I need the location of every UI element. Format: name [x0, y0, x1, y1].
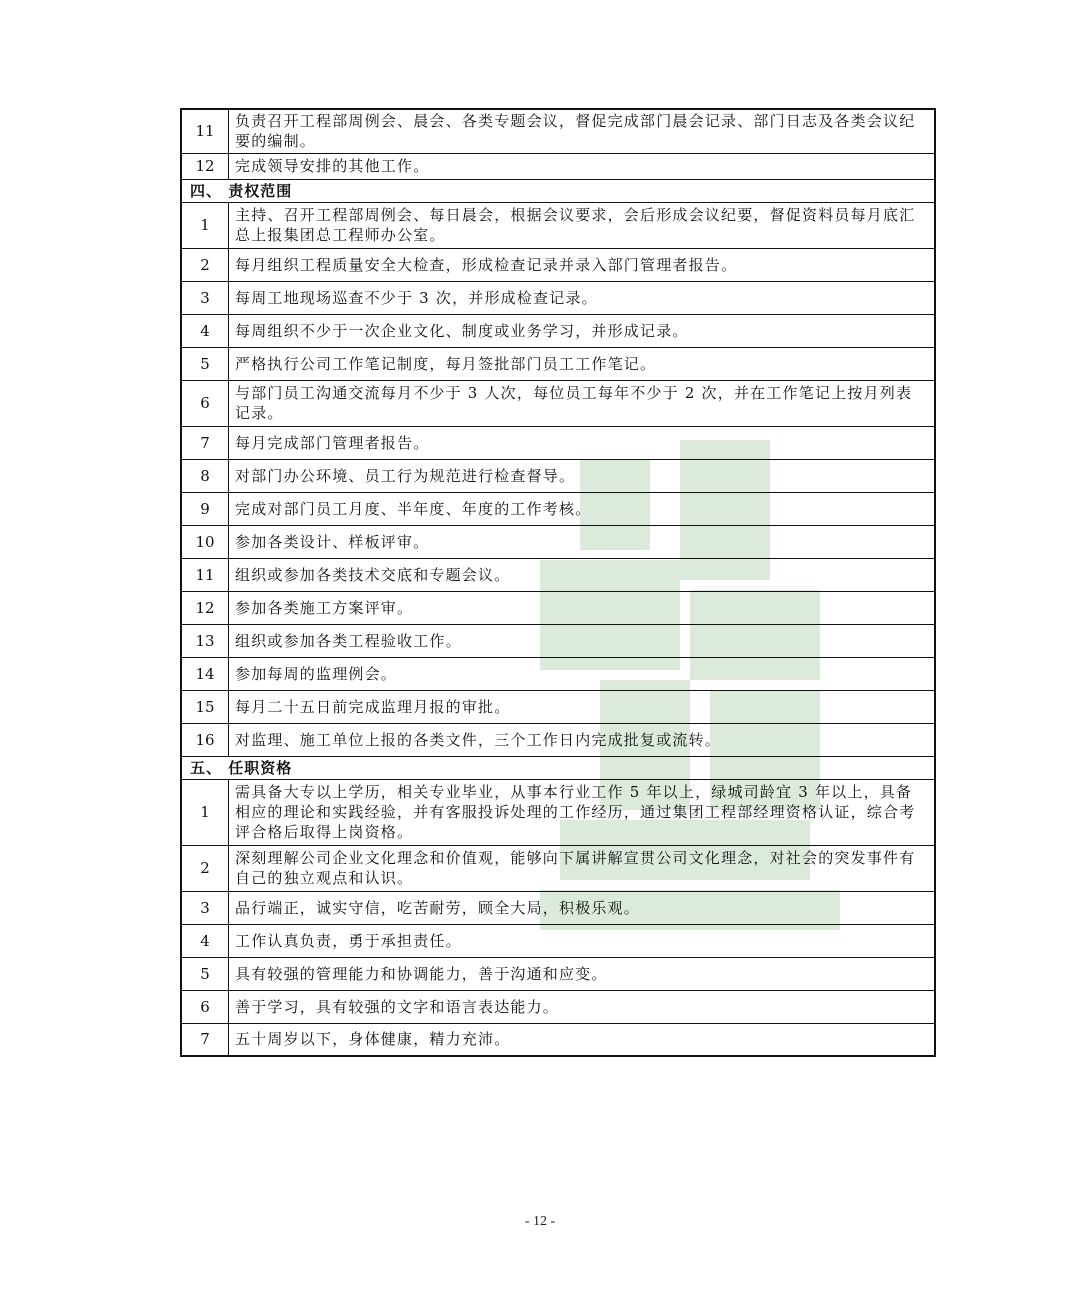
row-text: 五十周岁以下，身体健康，精力充沛。	[229, 1023, 936, 1056]
row-number: 16	[181, 723, 229, 756]
row-number: 6	[181, 380, 229, 426]
row-number: 12	[181, 591, 229, 624]
row-number: 15	[181, 690, 229, 723]
row-number: 1	[181, 202, 229, 248]
table-row	[181, 153, 935, 179]
row-text: 每月组织工程质量安全大检查，形成检查记录并录入部门管理者报告。	[229, 248, 936, 281]
row-number: 5	[181, 347, 229, 380]
table-row	[181, 1023, 935, 1056]
row-text: 参加各类施工方案评审。	[229, 591, 936, 624]
row-text: 每月完成部门管理者报告。	[229, 426, 936, 459]
row-number: 7	[181, 426, 229, 459]
section-heading-responsibilities	[181, 179, 935, 202]
row-text: 需具备大专以上学历，相关专业毕业，从事本行业工作 5 年以上，绿城司龄宜 3 年以上，具备相应的理论和实践经验，并有客服投诉处理的工作经历，通过集团工程部经理资格认证，综合考评合格后取得上岗资格。	[229, 779, 936, 845]
table-row	[181, 459, 935, 492]
row-text: 组织或参加各类工程验收工作。	[229, 624, 936, 657]
section-title: 四、 责权范围	[181, 179, 935, 202]
page-number: - 12 -	[524, 1214, 556, 1229]
row-number: 8	[181, 459, 229, 492]
table-row	[181, 380, 935, 426]
row-text: 对部门办公环境、员工行为规范进行检查督导。	[229, 459, 936, 492]
table-row	[181, 845, 935, 891]
row-text: 完成领导安排的其他工作。	[229, 153, 936, 179]
row-text: 与部门员工沟通交流每月不少于 3 人次，每位员工每年不少于 2 次，并在工作笔记上按月列表记录。	[229, 380, 936, 426]
row-text: 每月二十五日前完成监理月报的审批。	[229, 690, 936, 723]
row-number: 4	[181, 314, 229, 347]
row-number: 5	[181, 957, 229, 990]
table-row	[181, 591, 935, 624]
row-text: 对监理、施工单位上报的各类文件，三个工作日内完成批复或流转。	[229, 723, 936, 756]
table-row	[181, 347, 935, 380]
table-row	[181, 202, 935, 248]
row-number: 12	[181, 153, 229, 179]
table-row	[181, 723, 935, 756]
row-text: 严格执行公司工作笔记制度，每月签批部门员工工作笔记。	[229, 347, 936, 380]
row-text: 每周组织不少于一次企业文化、制度或业务学习，并形成记录。	[229, 314, 936, 347]
responsibility-table	[180, 108, 936, 1057]
table-row	[181, 558, 935, 591]
row-text: 参加各类设计、样板评审。	[229, 525, 936, 558]
row-number: 3	[181, 891, 229, 924]
row-number: 10	[181, 525, 229, 558]
table-row	[181, 624, 935, 657]
row-text: 具有较强的管理能力和协调能力，善于沟通和应变。	[229, 957, 936, 990]
table-row	[181, 990, 935, 1023]
table-row	[181, 779, 935, 845]
row-text: 主持、召开工程部周例会、每日晨会，根据会议要求，会后形成会议纪要，督促资料员每月底汇总上报集团总工程师办公室。	[229, 202, 936, 248]
table-row	[181, 657, 935, 690]
row-number: 1	[181, 779, 229, 845]
row-number: 13	[181, 624, 229, 657]
section-heading-qualifications	[181, 756, 935, 779]
row-text: 组织或参加各类技术交底和专题会议。	[229, 558, 936, 591]
table-row	[181, 281, 935, 314]
row-number: 4	[181, 924, 229, 957]
row-number: 11	[181, 558, 229, 591]
table-row	[181, 314, 935, 347]
row-number: 6	[181, 990, 229, 1023]
section-title: 五、 任职资格	[181, 756, 935, 779]
row-text: 工作认真负责，勇于承担责任。	[229, 924, 936, 957]
table-row	[181, 525, 935, 558]
row-number: 7	[181, 1023, 229, 1056]
row-text: 善于学习，具有较强的文字和语言表达能力。	[229, 990, 936, 1023]
row-number: 2	[181, 248, 229, 281]
row-number: 14	[181, 657, 229, 690]
table-row	[181, 957, 935, 990]
row-number: 2	[181, 845, 229, 891]
table-row	[181, 109, 935, 153]
row-text: 负责召开工程部周例会、晨会、各类专题会议，督促完成部门晨会记录、部门日志及各类会议纪要的编制。	[229, 109, 936, 153]
table-row	[181, 426, 935, 459]
table-row	[181, 690, 935, 723]
row-number: 11	[181, 109, 229, 153]
row-text: 完成对部门员工月度、半年度、年度的工作考核。	[229, 492, 936, 525]
row-number: 9	[181, 492, 229, 525]
table-row	[181, 492, 935, 525]
row-text: 深刻理解公司企业文化理念和价值观，能够向下属讲解宣贯公司文化理念，对社会的突发事件有自己的独立观点和认识。	[229, 845, 936, 891]
row-text: 每周工地现场巡查不少于 3 次，并形成检查记录。	[229, 281, 936, 314]
table-row	[181, 248, 935, 281]
row-text: 品行端正，诚实守信，吃苦耐劳，顾全大局，积极乐观。	[229, 891, 936, 924]
row-text: 参加每周的监理例会。	[229, 657, 936, 690]
table-row	[181, 924, 935, 957]
table-row	[181, 891, 935, 924]
row-number: 3	[181, 281, 229, 314]
